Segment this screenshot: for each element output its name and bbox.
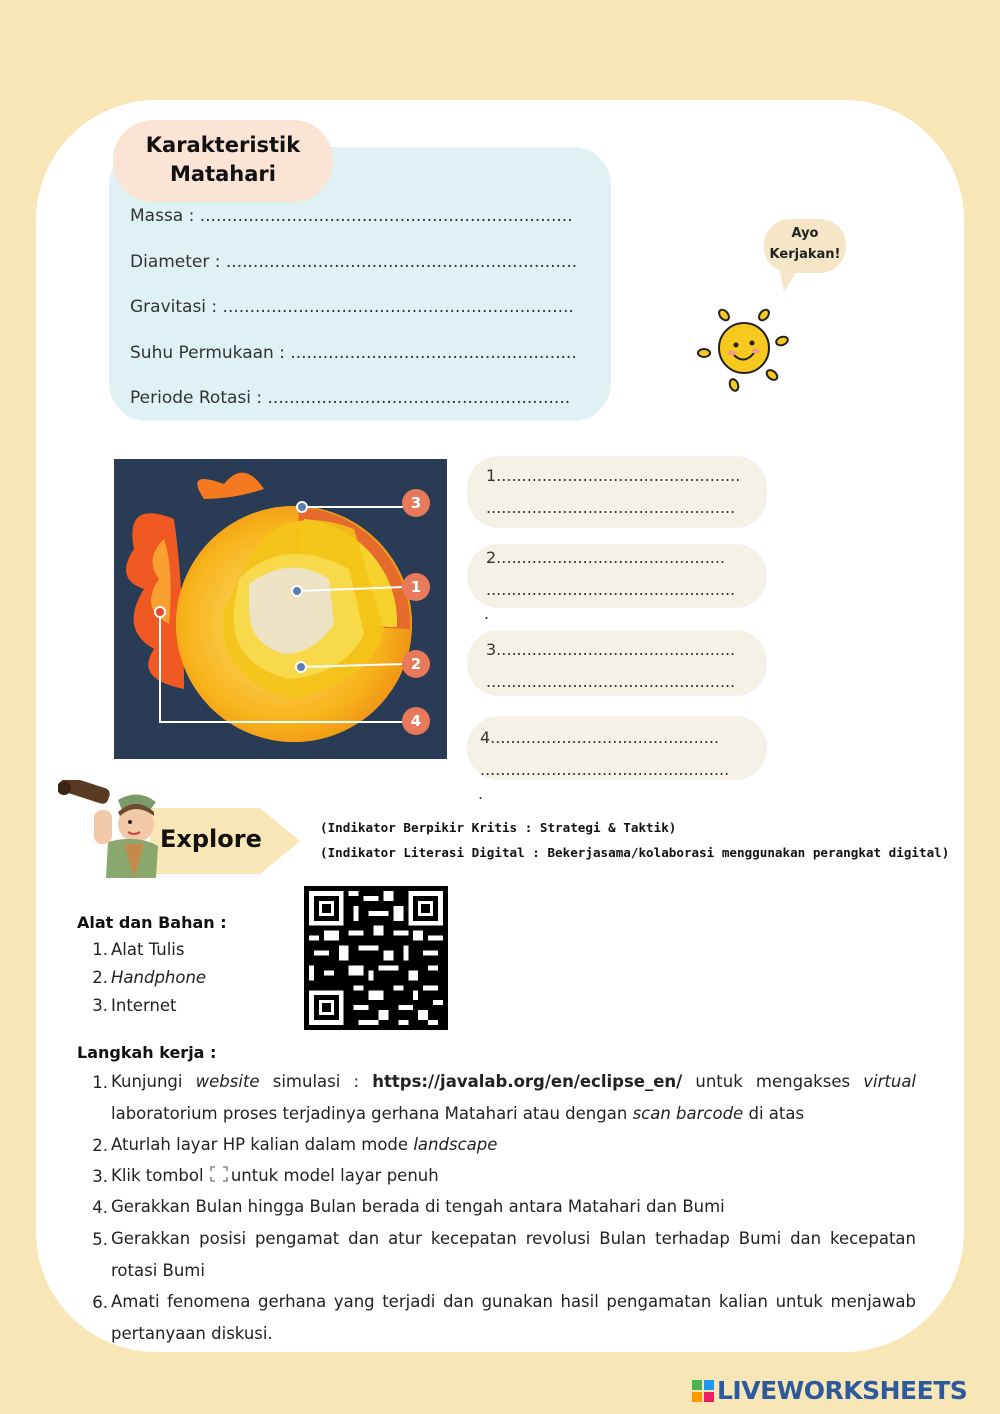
- liveworksheets-logo-icon: [692, 1380, 714, 1402]
- step-1: Kunjungi website simulasi : https://javalab.org/en/eclipse_en/ untuk mengakses virtual laboratorium proses terjadinya gerhana Matahari atau dengan scan barcode di atas: [111, 1072, 917, 1123]
- answer-line: .: [484, 604, 490, 623]
- field-gravitasi[interactable]: Gravitasi : .................................................................: [130, 297, 574, 317]
- list-number: 6.: [92, 1293, 108, 1312]
- answer-line: .: [478, 784, 484, 803]
- smiling-sun-icon: [694, 303, 794, 395]
- list-number: 1.: [92, 940, 108, 959]
- simulation-link[interactable]: https://javalab.org/en/eclipse_en/: [372, 1072, 683, 1091]
- answer-line: .................................................: [486, 580, 736, 599]
- indicator-digital-literacy: (Indikator Literasi Digital : Bekerjasama/kolaborasi menggunakan perangkat digital): [320, 845, 950, 860]
- answer-line: 4.............................................: [480, 728, 720, 747]
- materials-title: Alat dan Bahan :: [77, 913, 227, 932]
- answer-line: 1................................................: [486, 466, 741, 485]
- speech-bubble-tail: [778, 262, 802, 292]
- answer-line: .................................................: [480, 760, 730, 779]
- step-5: Gerakkan posisi pengamat dan atur kecepatan revolusi Bulan terhadap Bumi dan kecepatan rotasi Bumi: [111, 1229, 916, 1280]
- indicator-critical-thinking: (Indikator Berpikir Kritis : Strategi & Taktik): [320, 820, 677, 835]
- field-periode-rotasi[interactable]: Periode Rotasi : ........................................................: [130, 388, 571, 408]
- material-item: Handphone: [111, 968, 207, 987]
- material-item: Alat Tulis: [111, 940, 185, 959]
- sun-structure-diagram: [114, 459, 447, 759]
- answer-line: 3...............................................: [486, 640, 736, 659]
- liveworksheets-logo: [692, 1376, 967, 1405]
- field-massa[interactable]: Massa : .....................................................................: [130, 206, 573, 226]
- field-suhu-permukaan[interactable]: Suhu Permukaan : .....................................................: [130, 343, 577, 363]
- step-3: Klik tombol untuk model layar penuh: [111, 1166, 439, 1185]
- diagram-label-1: 1: [410, 578, 422, 596]
- answer-line: .................................................: [486, 672, 736, 691]
- diagram-label-4: 4: [410, 712, 422, 730]
- step-6: Amati fenomena gerhana yang terjadi dan gunakan hasil pengamatan kalian untuk menjawab pertanyaan diskusi.: [111, 1292, 916, 1343]
- step-4: Gerakkan Bulan hingga Bulan berada di tengah antara Matahari dan Bumi: [111, 1197, 725, 1216]
- list-number: 3.: [92, 1167, 108, 1186]
- field-diameter[interactable]: Diameter : .................................................................: [130, 252, 578, 272]
- material-item: Internet: [111, 996, 177, 1015]
- characteristics-title: Karakteristik Matahari: [113, 120, 333, 202]
- speech-bubble: Ayo Kerjakan!: [764, 219, 846, 273]
- list-number: 3.: [92, 996, 108, 1015]
- logo-text: LIVEWORKSHEETS: [717, 1376, 968, 1405]
- list-number: 5.: [92, 1230, 108, 1249]
- fullscreen-icon: [209, 1165, 229, 1183]
- steps-title: Langkah kerja :: [77, 1043, 217, 1062]
- step-2: Aturlah layar HP kalian dalam mode landscape: [111, 1135, 498, 1154]
- explore-label: Explore: [160, 825, 262, 853]
- diagram-label-3: 3: [410, 494, 422, 512]
- diagram-label-2: 2: [410, 655, 422, 673]
- answer-line: .................................................: [486, 498, 736, 517]
- list-number: 2.: [92, 1136, 108, 1155]
- list-number: 4.: [92, 1198, 108, 1217]
- list-number: 1.: [92, 1073, 108, 1092]
- list-number: 2.: [92, 968, 108, 987]
- answer-line: 2.............................................: [486, 548, 726, 567]
- explorer-telescope-icon: [58, 780, 168, 880]
- qr-code[interactable]: [304, 886, 448, 1030]
